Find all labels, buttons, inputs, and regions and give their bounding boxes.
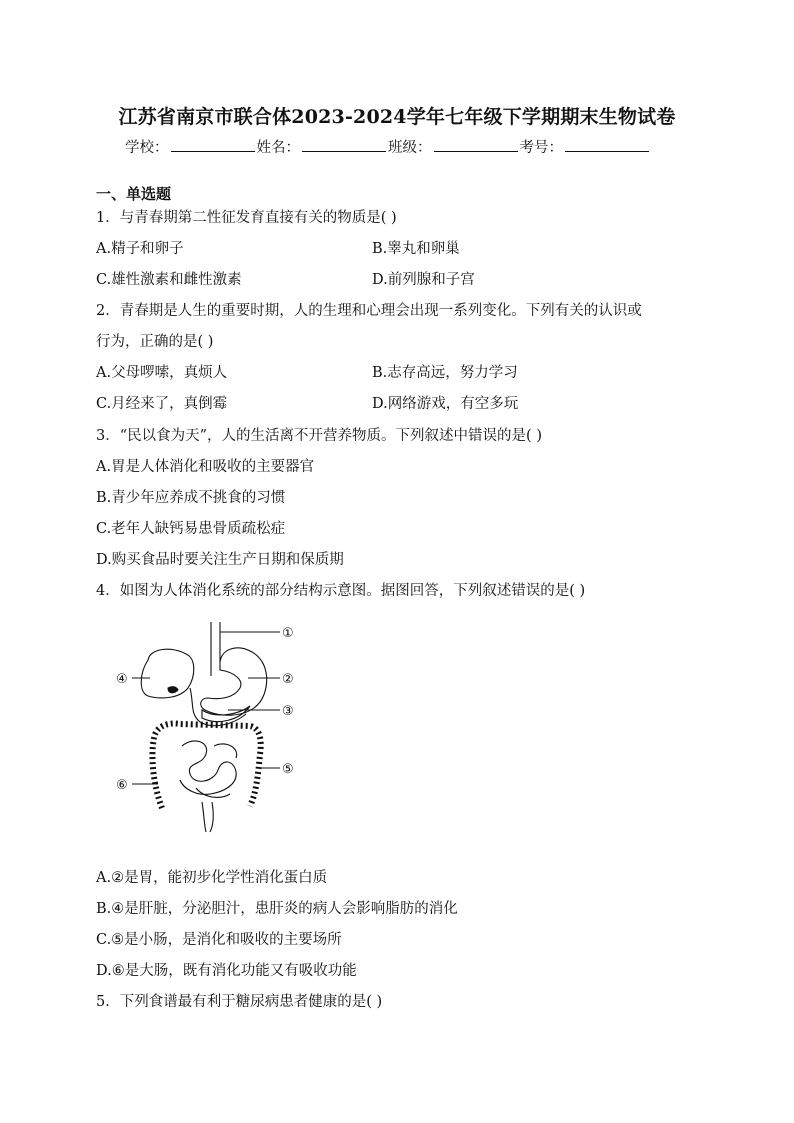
q2-option-a: A.父母啰嗦，真烦人: [96, 365, 228, 381]
exam-title: 江苏省南京市联合体2023-2024学年七年级下学期期末生物试卷: [118, 106, 676, 128]
small-intestine-shape: [180, 741, 236, 794]
q2-stem-line1: 2．青春期是人生的重要时期，人的生理和心理会出现一系列变化。下列有关的认识或: [96, 303, 642, 319]
q3-option-d: D.购买食品时要关注生产日期和保质期: [96, 552, 344, 568]
q1-option-b: B.睾丸和卵巢: [372, 241, 460, 257]
duodenum-shape: [190, 688, 246, 726]
q3-stem: 3．“民以食为天”，人的生活离不开营养物质。下列叙述中错误的是( ): [96, 428, 542, 444]
section-title: 一、单选题: [96, 185, 172, 203]
q4-option-c: C.⑤是小肠，是消化和吸收的主要场所: [96, 932, 342, 948]
q1-option-a: A.精子和卵子: [96, 241, 184, 257]
q1-option-d: D.前列腺和子宫: [372, 272, 475, 288]
exam-no-blank: [565, 137, 649, 152]
label-2: ②: [282, 672, 294, 687]
class-label: 班级：: [388, 140, 432, 156]
q4-option-b: B.④是肝脏，分泌胆汁，患肝炎的病人会影响脂肪的消化: [96, 901, 458, 917]
gallbladder-shape: [168, 687, 178, 693]
exam-no-label: 考号：: [519, 140, 563, 156]
esophagus-shape: [211, 622, 220, 676]
q1-stem: 1．与青春期第二性征发育直接有关的物质是( ): [96, 210, 397, 226]
q4-option-a: A.②是胃，能初步化学性消化蛋白质: [96, 870, 328, 886]
label-1: ①: [282, 626, 294, 641]
q3-option-c: C.老年人缺钙易患骨质疏松症: [96, 521, 286, 537]
name-label: 姓名：: [256, 140, 300, 156]
q2-option-b: B.志存高远，努力学习: [372, 365, 518, 381]
rectum-shape: [202, 802, 213, 832]
label-4: ④: [116, 672, 128, 687]
q1-option-c: C.雄性激素和雌性激素: [96, 272, 242, 288]
q3-option-a: A.胃是人体消化和吸收的主要器官: [96, 459, 315, 475]
school-blank: [171, 137, 255, 152]
student-info-line: [125, 136, 651, 157]
q2-option-c: C.月经来了，真倒霉: [96, 396, 228, 412]
q2-option-d: D.网络游戏，有空多玩: [372, 396, 519, 412]
class-blank: [434, 137, 518, 152]
q3-option-b: B.青少年应养成不挑食的习惯: [96, 490, 286, 506]
q2-stem-line2: 行为，正确的是( ): [96, 334, 214, 350]
label-3: ③: [282, 704, 294, 719]
q5-stem: 5．下列食谱最有利于糖尿病患者健康的是( ): [96, 994, 383, 1010]
q4-option-d: D.⑥是大肠，既有消化功能又有吸收功能: [96, 963, 357, 979]
digestive-system-diagram: [110, 618, 320, 840]
label-5: ⑤: [282, 762, 294, 777]
liver-shape: [141, 649, 194, 698]
small-intestine-coils: [196, 744, 237, 797]
school-label: 学校：: [125, 140, 169, 156]
name-blank: [302, 137, 386, 152]
label-6: ⑥: [116, 778, 128, 793]
pancreas-shape: [202, 706, 250, 722]
q4-stem: 4．如图为人体消化系统的部分结构示意图。据图回答，下列叙述错误的是( ): [96, 583, 586, 599]
